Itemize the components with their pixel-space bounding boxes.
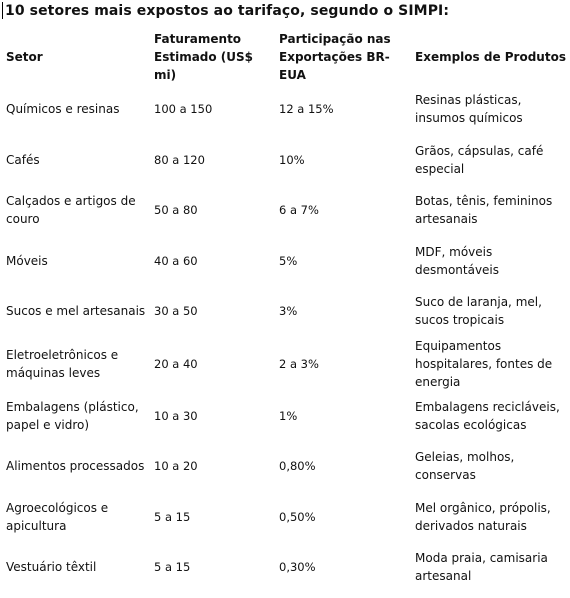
cell-faturamento: 30 a 50 xyxy=(154,304,198,319)
cell-exemplos: Embalagens recicláveis, sacolas ecológicas xyxy=(415,399,560,432)
cell-exemplos: Grãos, cápsulas, café especial xyxy=(415,143,544,176)
table-row xyxy=(0,441,570,492)
cell-setor: Químicos e resinas xyxy=(6,102,120,117)
cell-setor: Cafés xyxy=(6,152,40,167)
cell-participacao: 0,30% xyxy=(279,560,316,575)
column-header-faturamento: Faturamento Estimado (US$ mi) xyxy=(154,32,254,82)
cell-setor: Agroecológicos e apicultura xyxy=(6,500,109,533)
cell-exemplos: Suco de laranja, mel, sucos tropicais xyxy=(415,295,542,328)
sectors-table xyxy=(0,30,570,593)
cell-exemplos: Mel orgânico, própolis, derivados naturais xyxy=(415,500,551,533)
cell-participacao: 10% xyxy=(279,152,305,167)
table-row xyxy=(0,236,570,287)
page-title: 10 setores mais expostos ao tarifaço, segundo o SIMPI: xyxy=(5,3,450,19)
cell-exemplos: Moda praia, camisaria artesanal xyxy=(415,551,548,584)
column-header-setor: Setor xyxy=(6,50,43,64)
cell-participacao: 12 a 15% xyxy=(279,102,334,117)
cell-exemplos: Resinas plásticas, insumos químicos xyxy=(415,93,523,126)
cell-participacao: 0,50% xyxy=(279,509,316,524)
cell-faturamento: 40 a 60 xyxy=(154,253,198,268)
table-row xyxy=(0,337,570,391)
cell-participacao: 5% xyxy=(279,253,298,268)
table-row xyxy=(0,492,570,543)
cell-faturamento: 50 a 80 xyxy=(154,203,198,218)
cell-exemplos: Equipamentos hospitalares, fontes de energia xyxy=(415,338,553,389)
cell-setor: Eletroeletrônicos e máquinas leves xyxy=(6,347,119,380)
cell-participacao: 2 a 3% xyxy=(279,356,319,371)
table-row xyxy=(0,84,570,135)
column-header-participacao: Participação nas Exportações BR-EUA xyxy=(279,32,391,82)
cell-faturamento: 10 a 20 xyxy=(154,459,198,474)
table-row xyxy=(0,542,570,593)
cell-setor: Alimentos processados xyxy=(6,459,145,474)
table-row xyxy=(0,286,570,337)
cell-faturamento: 5 a 15 xyxy=(154,509,191,524)
cell-faturamento: 20 a 40 xyxy=(154,356,198,371)
cell-setor: Móveis xyxy=(6,253,48,268)
cell-exemplos: Botas, tênis, femininos artesanais xyxy=(415,194,553,227)
cell-faturamento: 10 a 30 xyxy=(154,408,198,423)
cell-faturamento: 80 a 120 xyxy=(154,152,205,167)
cell-setor: Calçados e artigos de couro xyxy=(6,194,136,227)
cell-exemplos: MDF, móveis desmontáveis xyxy=(415,244,500,277)
table-row xyxy=(0,185,570,236)
cell-participacao: 3% xyxy=(279,304,298,319)
table-header-row xyxy=(0,30,570,84)
cell-participacao: 1% xyxy=(279,408,298,423)
cell-faturamento: 5 a 15 xyxy=(154,560,191,575)
cell-faturamento: 100 a 150 xyxy=(154,102,213,117)
table-row xyxy=(0,391,570,442)
cell-participacao: 0,80% xyxy=(279,459,316,474)
cell-setor: Sucos e mel artesanais xyxy=(6,304,146,319)
cell-participacao: 6 a 7% xyxy=(279,203,319,218)
cell-setor: Embalagens (plástico, papel e vidro) xyxy=(6,399,139,432)
cell-setor: Vestuário têxtil xyxy=(6,560,97,575)
column-header-exemplos: Exemplos de Produtos xyxy=(415,50,566,64)
cell-exemplos: Geleias, molhos, conservas xyxy=(415,450,515,483)
text-cursor xyxy=(2,2,3,19)
table-row xyxy=(0,135,570,186)
